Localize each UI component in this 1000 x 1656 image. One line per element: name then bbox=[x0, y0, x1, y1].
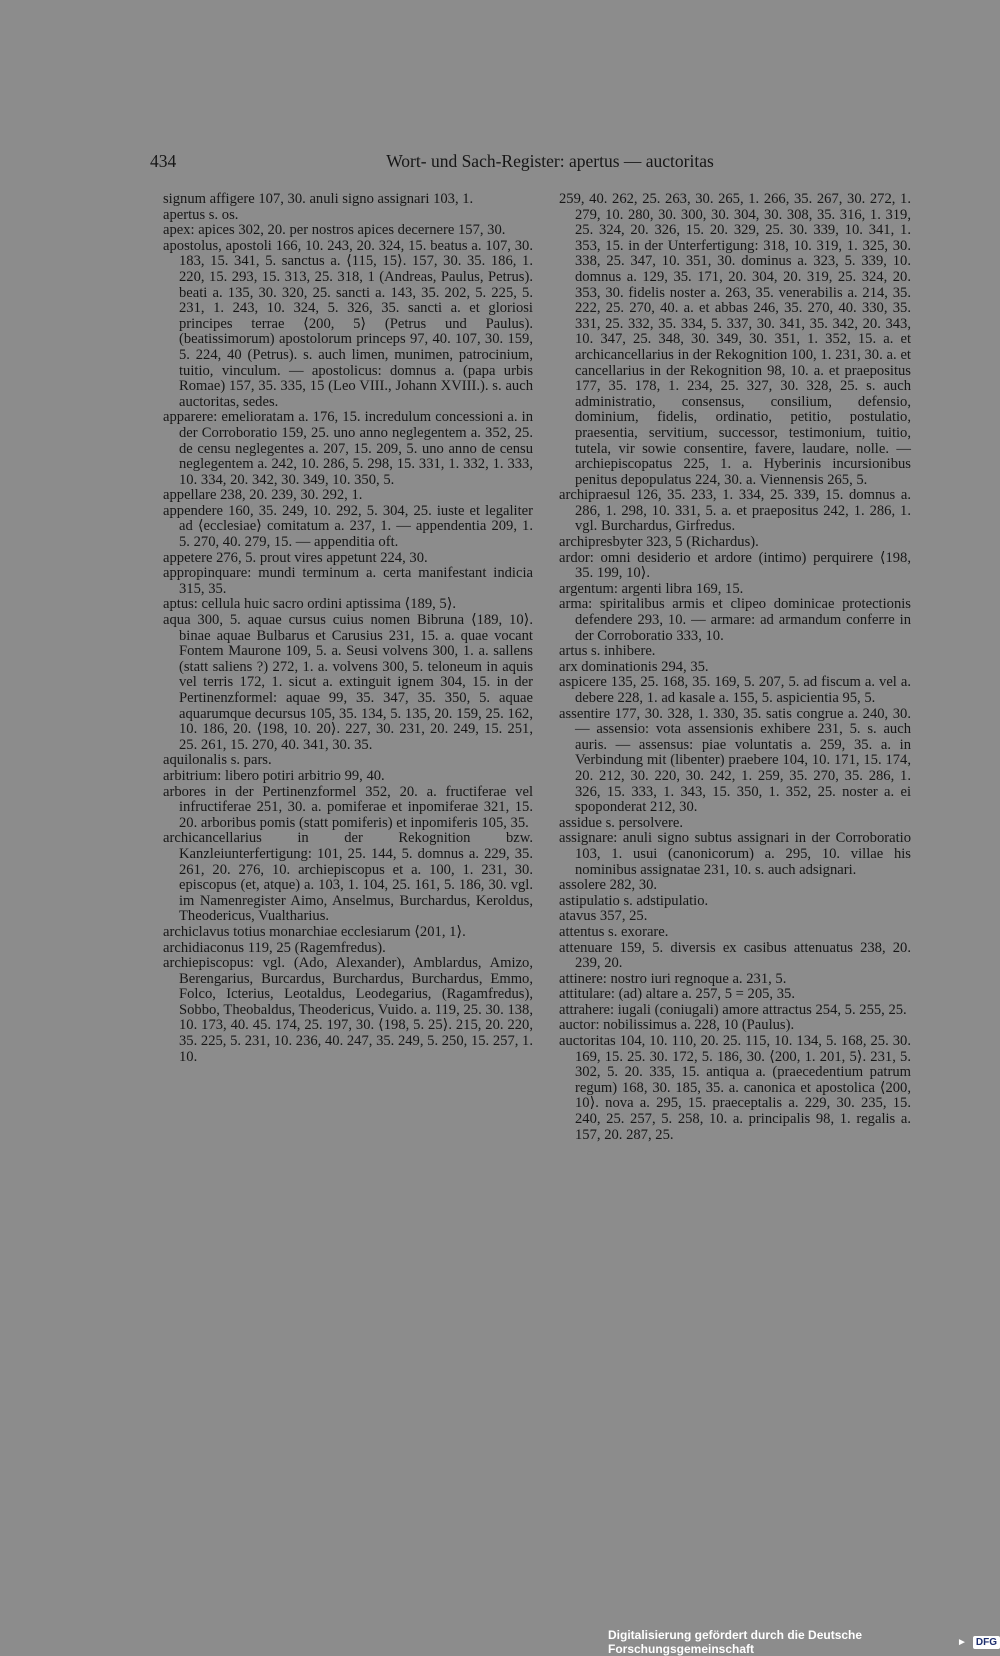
index-entry: archidiaconus 119, 25 (Ragemfredus). bbox=[163, 939, 386, 956]
index-entry: appendere 160, 35. 249, 10. 292, 5. 304, 25. iuste et legaliter ad ⟨ecclesiae⟩ comitatum a. 237, 1. — appendentia 209, 1. 5. 270, 40. 279, 15. — appenditia oft. bbox=[163, 502, 533, 551]
page-header bbox=[150, 150, 910, 172]
index-entry: aqua 300, 5. aquae cursus cuius nomen Bibruna ⟨189, 10⟩. binae aquae Bulbarus et Carusius 231, 15. a. quae vocant Fontem Maurone 109, 5. a. Seusi volvens 300, 1. a. sallens (statt saliens ?) 272, 1. a. volvens 300, 5. teloneum in aquis vel terris 172, 1. sicut a. extinguit ignem 304, 15. in der Pertinenzformel: aquae 99, 35. 347, 35. 350, 5. aquae aquarumque decursus 105, 35. 134, 5. 135, 20. 159, 25. 162, 10. 186, 20. ⟨198, 10. 20⟩. 227, 30. 231, 20. 249, 15. 251, 25. 261, 15. 270, 40. 341, 30. 35. bbox=[163, 612, 533, 753]
index-entry: aspicere 135, 25. 168, 35. 169, 5. 207, 5. ad fiscum a. vel a. debere 228, 1. ad kasale a. 155, 5. aspicientia 95, 5. bbox=[559, 674, 911, 706]
index-entry: ardor: omni desiderio et ardore (intimo) perquirere ⟨198, 35. 199, 10⟩. bbox=[559, 549, 911, 582]
index-entry: astipulatio s. adstipulatio. bbox=[559, 892, 709, 909]
index-entry: apostolus, apostoli 166, 10. 243, 20. 324, 15. beatus a. 107, 30. 183, 15. 341, 5. sanctus a. ⟨115, 15⟩. 157, 30. 35. 186, 1. 220, 15. 293, 15. 313, 25. 318, 1 (Andreas, Paulus, Petrus). beati a. 135, 30. 320, 25. sancti a. 143, 35. 202, 5. 225, 5. 231, 1. 243, 10. 324, 5. 326, 35. sancti a. et gloriosi principes terrae ⟨200, 5⟩ (Petrus und Paulus). (beatissimorum) apostolorum princeps 97, 40. 107, 30. 159, 5. 224, 40 (Petrus). s. auch limen, munimen, patrocinium, tuitio, vinculum. — apostolicus: domnus a. (papa urbis Romae) 157, 35. 335, 15 (Leo VIII., Johann XVIII.). s. auch auctoritas, sedes. bbox=[163, 237, 533, 410]
index-entry: archicancellarius in der Rekognition bzw. Kanzleiunterfertigung: 101, 25. 144, 5. domnus a. 229, 35. 261, 20. 276, 10. archiepiscopus et a. 100, 1. 231, 30. episcopus (et, atque) a. 103, 1. 104, 25. 161, 5. 186, 30. vgl. im Namenregister Aimo, Anselmus, Burchardus, Keroldus, Theodericus, Vualtharius. bbox=[163, 830, 533, 925]
index-entry: atavus 357, 25. bbox=[559, 908, 648, 925]
credit-text: Digitalisierung gefördert durch die Deutsche Forschungsgemeinschaft bbox=[608, 1628, 863, 1656]
dfg-logo: DFG bbox=[973, 1636, 1000, 1649]
index-entry: assolere 282, 30. bbox=[559, 877, 658, 894]
index-entry: appetere 276, 5. prout vires appetunt 224, 30. bbox=[163, 549, 428, 566]
digitization-credit bbox=[608, 1628, 1000, 1656]
page-number: 434 bbox=[150, 151, 177, 171]
index-entry: assignare: anuli signo subtus assignari in der Corroboratio 103, 1. usui (canonicorum) a. 295, 10. villae his nominibus assignatae 231, 10. s. auch adsignari. bbox=[559, 830, 911, 878]
index-entry: aquilonalis s. pars. bbox=[163, 752, 272, 769]
index-entry: attrahere: iugali (coniugali) amore attractus 254, 5. 255, 25. bbox=[559, 1001, 907, 1018]
index-entry: attentus s. exorare. bbox=[559, 923, 669, 940]
index-entry: apertus s. os. bbox=[163, 206, 239, 223]
index-column-left bbox=[163, 192, 533, 1065]
index-entry: attenuare 159, 5. diversis ex casibus attenuatus 238, 20. 239, 20. bbox=[559, 939, 911, 972]
index-entry: archipraesul 126, 35. 233, 1. 334, 25. 339, 15. domnus a. 286, 1. 298, 10. 331, 5. a. et praepositus 242, 1. 286, 1. vgl. Burchardus, Girfredus. bbox=[559, 487, 911, 535]
arrow-right-icon: ► bbox=[956, 1636, 967, 1648]
index-entry: arx dominationis 294, 35. bbox=[559, 658, 709, 675]
index-entry: attitulare: (ad) altare a. 257, 5 = 205, 35. bbox=[559, 986, 795, 1003]
index-entry: arbitrium: libero potiri arbitrio 99, 40. bbox=[163, 767, 385, 784]
index-entry: signum affigere 107, 30. anuli signo assignari 103, 1. bbox=[163, 191, 474, 207]
index-entry: attinere: nostro iuri regnoque a. 231, 5. bbox=[559, 970, 787, 987]
index-entry: artus s. inhibere. bbox=[559, 643, 656, 660]
index-entry: auctoritas 104, 10. 110, 20. 25. 115, 10. 134, 5. 168, 25. 30. 169, 15. 25. 30. 172, 5. 186, 30. ⟨200, 1. 201, 5⟩. 231, 5. 302, 5. 20. 335, 15. antiqua a. (praecedentium patrum regum) 168, 30. 185, 35. a. canonica et apostolica ⟨200, 10⟩. nova a. 295, 15. praeceptalis a. 229, 30. 235, 15. 240, 25. 257, 5. 258, 10. a. principalis 98, 1. regalis a. 157, 20. 287, 25. bbox=[559, 1033, 911, 1143]
index-entry: aptus: cellula huic sacro ordini aptissima ⟨189, 5⟩. bbox=[163, 596, 457, 613]
index-entry: apex: apices 302, 20. per nostros apices decernere 157, 30. bbox=[163, 222, 506, 239]
index-entry: assentire 177, 30. 328, 1. 330, 35. satis congrue a. 240, 30. — assensio: vota assensionis exhibere 231, 5. s. auch auris. — assensus: piae voluntatis a. 259, 35. a. in Verbindung mit (libenter) praebere 104, 10. 171, 15. 174, 20. 212, 30. 220, 30. 242, 1. 259, 35. 270, 35. 286, 1. 326, 15. 333, 1. 343, 15. 350, 1. 352, 25. noster a. ei spoponderat 212, 30. bbox=[559, 705, 911, 816]
index-entry: assidue s. persolvere. bbox=[559, 814, 684, 831]
index-column-right bbox=[559, 192, 911, 1143]
index-entry: archiclavus totius monarchiae ecclesiarum ⟨201, 1⟩. bbox=[163, 923, 466, 940]
index-entry: archiepiscopus: vgl. (Ado, Alexander), Amblardus, Amizo, Berengarius, Burcardus, Burchardus, Burchardus, Emmo, Folco, Icterius, Leotaldus, Leodegarius, (Ragamfredus), Sobbo, Theobaldus, Theodericus, Vuido. a. 119, 25. 30. 138, 10. 173, 40. 45. 174, 25. 197, 30. ⟨198, 5. 25⟩. 215, 20. 220, 35. 225, 5. 231, 10. 236, 40. 247, 35. 249, 5. 250, 15. 257, 1. 10. bbox=[163, 955, 533, 1065]
index-entry: archipresbyter 323, 5 (Richardus). bbox=[559, 534, 759, 551]
index-entry: argentum: argenti libra 169, 15. bbox=[559, 580, 744, 597]
index-entry: apparere: emelioratam a. 176, 15. incredulum concessioni a. in der Corroboratio 159, 25. uno anno neglegentem a. 352, 25. de censu neglegentes a. 207, 15. 209, 5. uno anno de censu neglegentem a. 242, 10. 286, 5. 298, 15. 331, 1. 332, 1. 333, 10. 334, 20. 342, 30. 349, 10. 350, 5. bbox=[163, 409, 533, 488]
index-entry: arma: spiritalibus armis et clipeo dominicae protectionis defendere 293, 10. — armare: ad armandum conferre in der Corroboratio 333, 10. bbox=[559, 596, 911, 644]
index-entry: auctor: nobilissimus a. 228, 10 (Paulus). bbox=[559, 1017, 795, 1034]
index-entry: appellare 238, 20. 239, 30. 292, 1. bbox=[163, 487, 363, 504]
index-entry: appropinquare: mundi terminum a. certa manifestant indicia 315, 35. bbox=[163, 565, 533, 597]
running-title: Wort- und Sach-Register: apertus — auctoritas bbox=[386, 151, 714, 171]
index-entry: arbores in der Pertinenzformel 352, 20. a. fructiferae vel infructiferae 251, 30. a. pomiferae et inpomiferae 321, 15. 20. arboribus pomis (statt pomiferis) et inpomiferis 105, 35. bbox=[163, 783, 533, 831]
index-entry: 259, 40. 262, 25. 263, 30. 265, 1. 266, 35. 267, 30. 272, 1. 279, 10. 280, 30. 300, 30. 304, 30. 308, 35. 316, 1. 319, 25. 324, 20. 326, 15. 20. 329, 25. 30. 339, 10. 341, 1. 353, 15. in der Unterfertigung: 318, 10. 319, 1. 325, 30. 338, 25. 347, 10. 351, 30. dominus a. 323, 5. 339, 10. domnus a. 129, 35. 171, 20. 304, 20. 319, 25. 324, 20. 353, 30. fidelis noster a. 263, 35. venerabilis a. 214, 35. 222, 25. 270, 40. a. et abbas 246, 35. 270, 40. 330, 35. 331, 25. 332, 35. 334, 5. 337, 30. 341, 35. 342, 20. 343, 10. 347, 25. 348, 30. 349, 30. 351, 1. 352, 15. a. et archicancellarius in der Rekognition 100, 1. 231, 30. a. et cancellarius in der Rekognition 98, 10. a. et praepositus 177, 35. 178, 1. 234, 25. 327, 30. 328, 25. s. auch administratio, consensus, consilium, defensio, dominium, fidelis, ordinatio, petitio, postulatio, praesentia, servitium, successor, testimonium, tuitio, tutela, vir sowie consentire, favere, laudare, nolle. — archiepiscopatus 225, 1. a. Hyberinis incursionibus penitus depopulatus 224, 30. a. Viennensis 265, 5. bbox=[559, 191, 911, 488]
